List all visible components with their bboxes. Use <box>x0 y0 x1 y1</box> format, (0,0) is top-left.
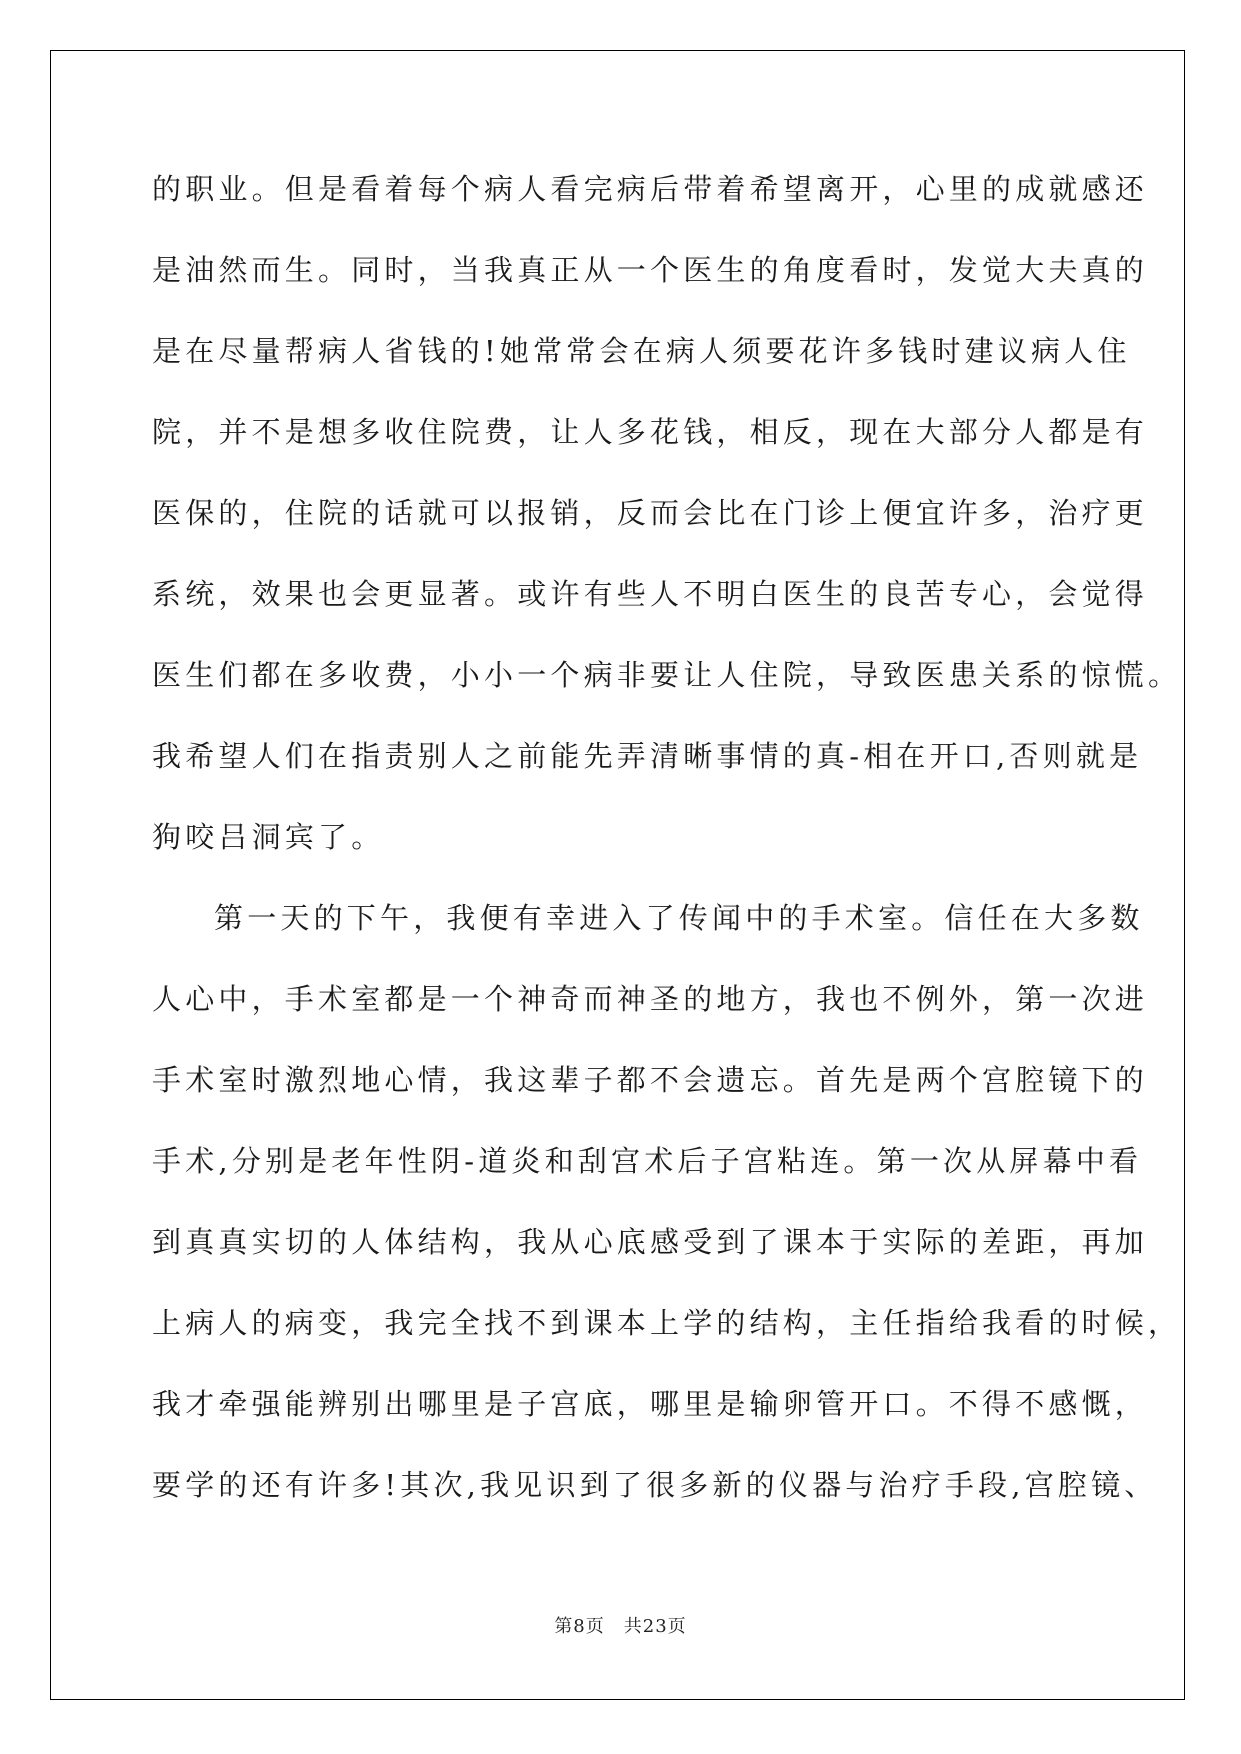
text-line: 我才牵强能辨别出哪里是子宫底，哪里是输卵管开口。不得不感慨， <box>152 1387 1149 1421</box>
text-line: 手术室时激烈地心情，我这辈子都不会遗忘。首先是两个宫腔镜下的 <box>152 1063 1149 1097</box>
text-line: 院，并不是想多收住院费，让人多花钱，相反，现在大部分人都是有 <box>152 415 1149 449</box>
text-line: 手术,分别是老年性阴-道炎和刮宫术后子宫粘连。第一次从屏幕中看 <box>152 1144 1143 1178</box>
text-line: 医生们都在多收费，小小一个病非要让人住院，导致医患关系的惊慌。 <box>152 658 1182 692</box>
text-line: 到真真实切的人体结构，我从心底感受到了课本于实际的差距，再加 <box>152 1225 1149 1259</box>
paragraph-first-line: 第一天的下午，我便有幸进入了传闻中的手术室。信任在大多数 <box>214 901 1144 935</box>
text-line: 我希望人们在指责别人之前能先弄清晰事情的真-相在开口,否则就是 <box>152 739 1143 773</box>
text-line: 医保的，住院的话就可以报销，反而会比在门诊上便宜许多，治疗更 <box>152 496 1149 530</box>
text-line: 上病人的病变，我完全找不到课本上学的结构，主任指给我看的时候， <box>152 1306 1182 1340</box>
document-body <box>152 158 1182 1535</box>
text-line: 要学的还有许多!其次,我见识到了很多新的仪器与治疗手段,宫腔镜、 <box>152 1468 1158 1502</box>
page-number-footer: 第8页 共23页 <box>554 1616 687 1637</box>
text-line: 是在尽量帮病人省钱的!她常常会在病人须要花许多钱时建议病人住 <box>152 334 1131 368</box>
text-line: 是油然而生。同时，当我真正从一个医生的角度看时，发觉大夫真的 <box>152 253 1149 287</box>
text-line: 的职业。但是看着每个病人看完病后带着希望离开，心里的成就感还 <box>152 172 1149 206</box>
text-line: 狗咬吕洞宾了。 <box>152 820 385 854</box>
text-line: 系统，效果也会更显著。或许有些人不明白医生的良苦专心，会觉得 <box>152 577 1149 611</box>
text-line: 人心中，手术室都是一个神奇而神圣的地方，我也不例外，第一次进 <box>152 982 1149 1016</box>
